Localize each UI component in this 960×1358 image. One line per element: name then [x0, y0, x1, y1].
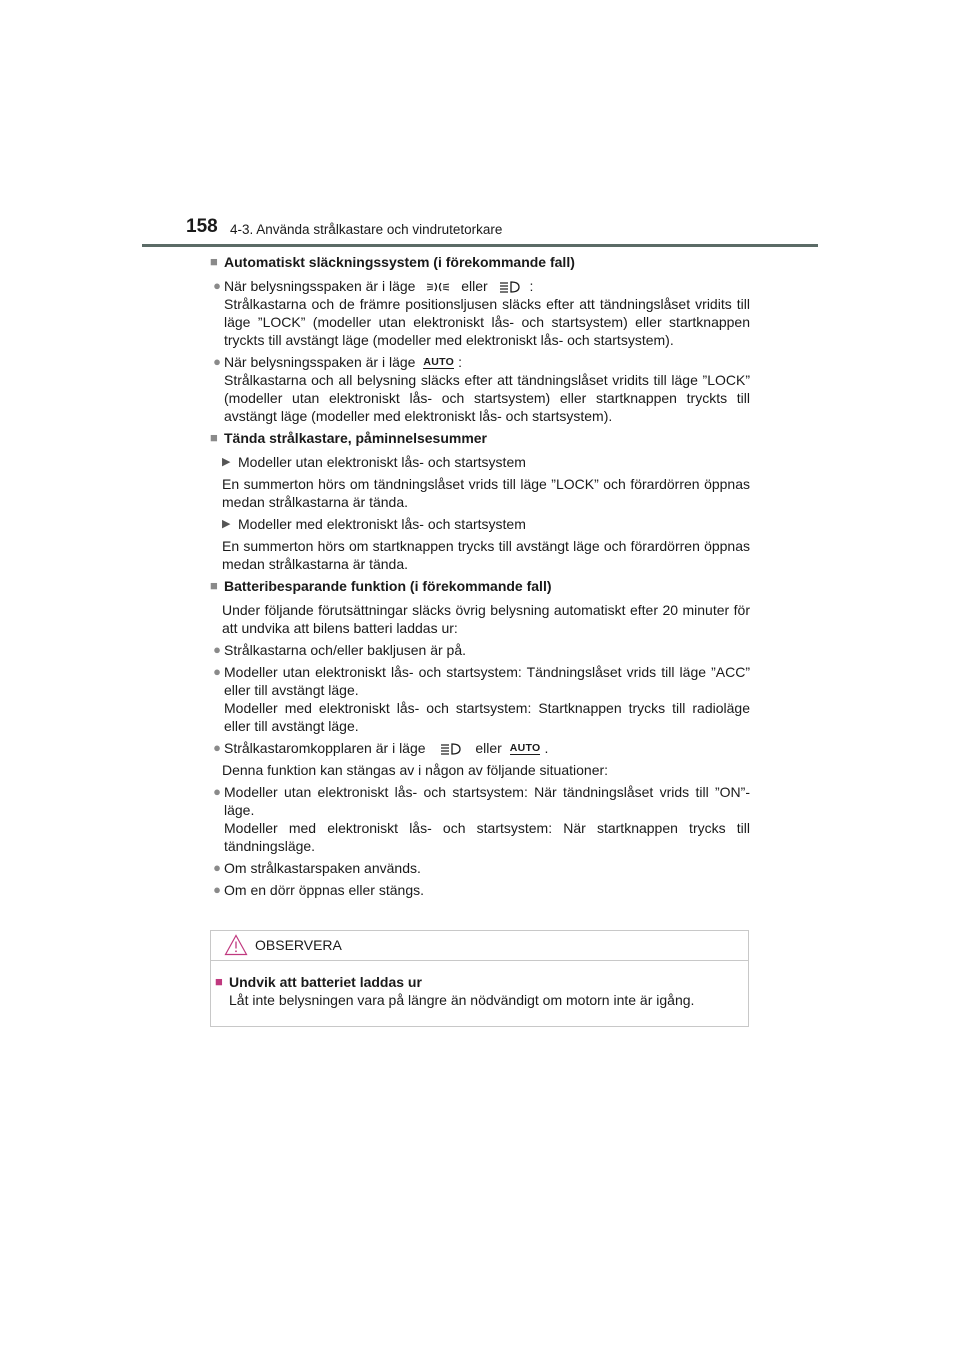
list-item: ● När belysningsspaken är i läge eller : Strålkastarna och de främre positionsljusen släcks efter att tändningslåset vridits till läge ”LOCK” (modeller utan elektroniskt lås- och startsystem) eller startknappen tryckts till avstängt läge (modeller med elektroniskt lås- och startsystem). [210, 277, 750, 349]
section-heading-auto-off: ■ Automatiskt släckningssystem (i förekommande fall) [210, 254, 575, 270]
auto-mode-icon: AUTO [423, 356, 455, 369]
subheading: ▶ Modeller utan elektroniskt lås- och startsystem [222, 454, 526, 470]
dot-bullet-icon: ● [213, 278, 221, 293]
dot-bullet-icon: ● [213, 664, 221, 679]
caution-box [210, 930, 749, 1027]
caution-title: OBSERVERA [255, 937, 342, 953]
dot-bullet-icon: ● [213, 354, 221, 369]
headlight-icon [439, 742, 461, 756]
square-bullet-icon: ■ [215, 974, 223, 989]
dot-bullet-icon: ● [213, 642, 221, 657]
caution-heading: ■ Undvik att batteriet laddas ur [215, 974, 422, 990]
chapter-title: 4-3. Använda strålkastare och vindrutetorkare [230, 222, 503, 237]
caution-text: Låt inte belysningen vara på längre än nödvändigt om motorn inte är igång. [229, 992, 695, 1008]
header-divider [142, 244, 818, 247]
paragraph: Under följande förutsättningar släcks övrig belysning automatiskt efter 20 minuter för att undvika att bilens batteri laddas ur: [222, 602, 750, 636]
square-bullet-icon: ■ [210, 430, 218, 445]
page-number: 158 [186, 216, 218, 237]
headlight-icon [498, 280, 520, 294]
square-bullet-icon: ■ [210, 578, 218, 593]
auto-mode-icon: AUTO [509, 742, 541, 755]
triangle-bullet-icon: ▶ [222, 456, 231, 468]
warning-triangle-icon [224, 934, 248, 956]
square-bullet-icon: ■ [210, 254, 218, 269]
dot-bullet-icon: ● [213, 784, 221, 799]
list-item: ● Strålkastarna och/eller bakljusen är på. [210, 641, 750, 659]
main-content [210, 253, 750, 903]
paragraph: En summerton hörs om tändningslåset vrids till läge ”LOCK” och förardörren öppnas medan strålkastarna är tända. [222, 476, 750, 510]
triangle-bullet-icon: ▶ [222, 518, 231, 530]
caution-header [211, 931, 748, 961]
list-item: ● Modeller utan elektroniskt lås- och startsystem: Tändningslåset vrids till läge ”ACC” eller till avstängt läge. Modeller med elektroniskt lås- och startsystem: Startknappen trycks till radioläge eller till avstängt läge. [210, 663, 750, 735]
list-item: ● Om en dörr öppnas eller stängs. [210, 881, 750, 899]
section-heading-battery: ■ Batteribesparande funktion (i förekommande fall) [210, 578, 552, 594]
list-item: ● Om strålkastarspaken används. [210, 859, 750, 877]
position-lights-icon [425, 280, 451, 294]
list-item: ● När belysningsspaken är i läge AUTO : Strålkastarna och all belysning släcks efter att tändningslåset vridits till läge ”LOCK” (modeller utan elektroniskt lås- och startsystem) eller startknappen tryckts till avstängt läge (modeller med elektroniskt lås- och startsystem). [210, 353, 750, 425]
dot-bullet-icon: ● [213, 740, 221, 755]
subheading: ▶ Modeller med elektroniskt lås- och startsystem [222, 516, 526, 532]
dot-bullet-icon: ● [213, 860, 221, 875]
list-item: ● Strålkastaromkopplaren är i läge eller AUTO . [210, 739, 750, 757]
dot-bullet-icon: ● [213, 882, 221, 897]
paragraph: Denna funktion kan stängas av i någon av följande situationer: [222, 762, 609, 778]
list-item: ● Modeller utan elektroniskt lås- och startsystem: När tändningslåset vrids till ”ON”-läge. Modeller med elektroniskt lås- och startsystem: När startknappen trycks till tändningsläge. [210, 783, 750, 855]
paragraph: En summerton hörs om startknappen trycks till avstängt läge och förardörren öppnas medan strålkastarna är tända. [222, 538, 750, 572]
section-heading-buzzer: ■ Tända strålkastare, påminnelsesummer [210, 430, 488, 446]
